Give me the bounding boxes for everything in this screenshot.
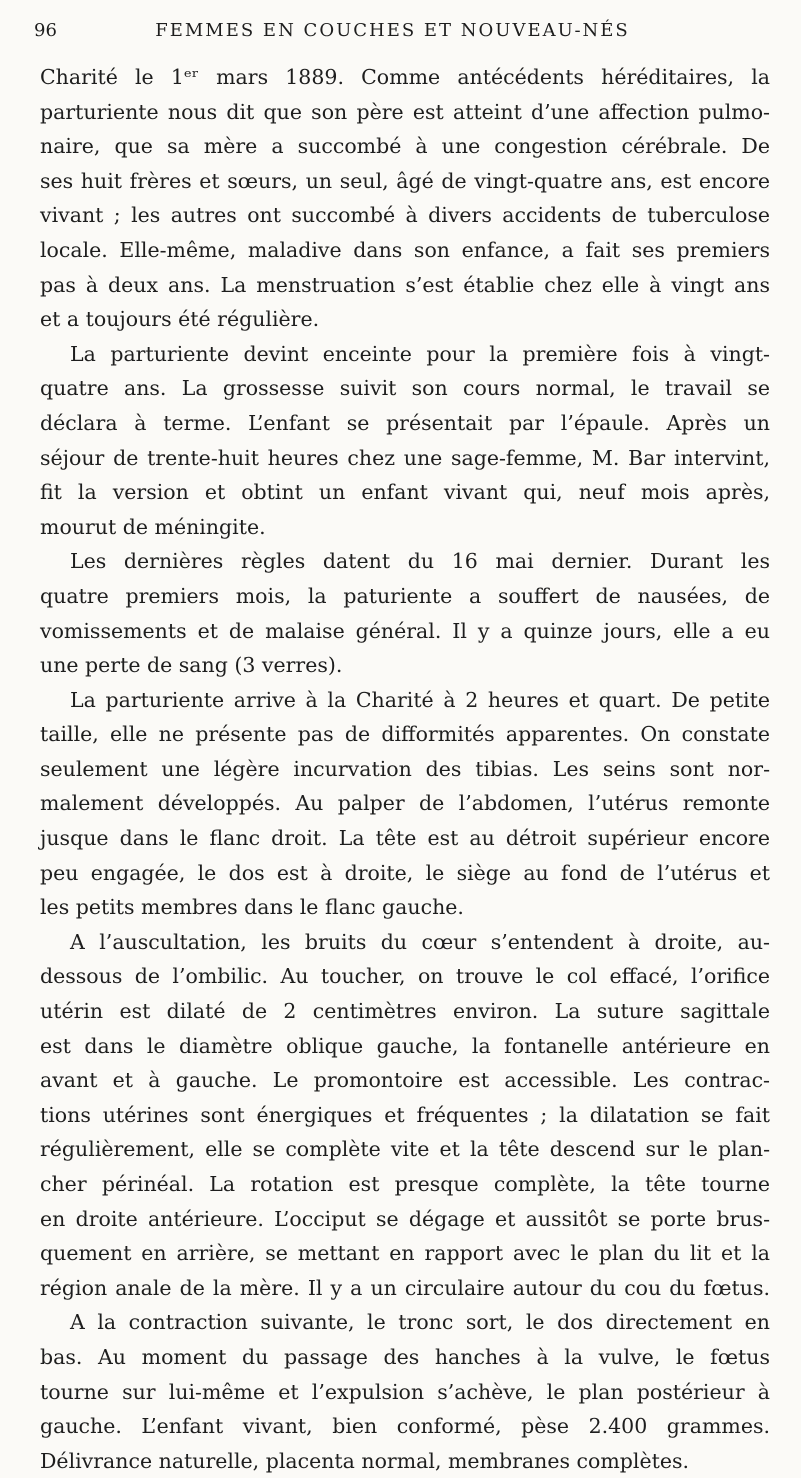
text-line: seulement une légère incurvation des tibias. Les seins sont nor-	[40, 756, 770, 781]
text-line: cher périnéal. La rotation est presque complète, la tête tourne	[40, 1172, 770, 1196]
text-line: Les dernières règles datent du 16 mai dernier. Durant les	[70, 549, 770, 574]
text-line: Charité le 1ᵉʳ mars 1889. Comme antécédents héréditaires, la	[40, 65, 770, 89]
text-line: utérin est dilaté de 2 centimètres environ. La suture sagittale	[40, 999, 770, 1024]
text-line: tourne sur lui-même et l’expulsion s’achève, le plan postérieur à	[40, 1379, 770, 1404]
text-line: Délivrance naturelle, placenta normal, membranes complètes.	[40, 1448, 689, 1473]
text-line: déclara à terme. L’enfant se présentait par l’épaule. Après un	[40, 410, 770, 435]
text-line: quatre ans. La grossesse suivit son cours normal, le travail se	[40, 376, 770, 401]
text-line: en droite antérieure. L’occiput se dégage et aussitôt se porte brus-	[40, 1206, 770, 1231]
body-text	[40, 60, 770, 1478]
text-line: taille, elle ne présente pas de difformités apparentes. On constate	[40, 722, 770, 747]
text-line: gauche. L’enfant vivant, bien conformé, pèse 2.400 grammes.	[40, 1414, 770, 1439]
text-line: jusque dans le flanc droit. La tête est au détroit supérieur encore	[40, 826, 770, 851]
text-line: quatre premiers mois, la paturiente a souffert de nausées, de	[40, 583, 770, 608]
page-number: 96	[34, 20, 57, 41]
text-line: régulièrement, elle se complète vite et la tête descend sur le plan-	[40, 1137, 770, 1162]
text-line: une perte de sang (3 verres).	[40, 653, 343, 678]
text-line: dessous de l’ombilic. Au toucher, on trouve le col effacé, l’orifice	[40, 964, 770, 989]
text-line: ses huit frères et sœurs, un seul, âgé de vingt-quatre ans, est encore	[40, 168, 770, 193]
text-line: vivant ; les autres ont succombé à divers accidents de tuberculose	[40, 203, 770, 228]
text-line: locale. Elle-même, maladive dans son enfance, a fait ses premiers	[40, 237, 770, 262]
text-line: La parturiente arrive à la Charité à 2 heures et quart. De petite	[70, 687, 770, 712]
text-line: tions utérines sont énergiques et fréquentes ; la dilatation se fait	[40, 1102, 770, 1127]
text-line: les petits membres dans le flanc gauche.	[40, 895, 464, 920]
running-title: FEMMES EN COUCHES ET NOUVEAU-NÉS	[155, 20, 630, 41]
text-line: pas à deux ans. La menstruation s’est établie chez elle à vingt ans	[40, 272, 770, 297]
text-line: est dans le diamètre oblique gauche, la fontanelle antérieure en	[40, 1033, 770, 1058]
text-line: A la contraction suivante, le tronc sort, le dos directement en	[70, 1310, 770, 1335]
text-line: quement en arrière, se mettant en rapport avec le plan du lit et la	[40, 1241, 770, 1266]
page-header	[34, 20, 771, 46]
text-line: malement développés. Au palper de l’abdomen, l’utérus remonte	[40, 791, 770, 816]
text-line: mourut de méningite.	[40, 514, 266, 539]
text-line: parturiente nous dit que son père est atteint d’une affection pulmo-	[40, 99, 770, 124]
text-line: vomissements et de malaise général. Il y a quinze jours, elle a eu	[40, 618, 770, 643]
text-line: et a toujours été régulière.	[40, 307, 320, 332]
text-line: naire, que sa mère a succombé à une congestion cérébrale. De	[40, 134, 770, 159]
text-line: peu engagée, le dos est à droite, le siège au fond de l’utérus et	[40, 860, 770, 885]
text-line: séjour de trente-huit heures chez une sage-femme, M. Bar intervint,	[40, 445, 770, 470]
text-line: A l’auscultation, les bruits du cœur s’entendent à droite, au-	[70, 929, 770, 954]
text-line: avant et à gauche. Le promontoire est accessible. Les contrac-	[40, 1068, 770, 1093]
text-line: bas. Au moment du passage des hanches à la vulve, le fœtus	[40, 1344, 770, 1369]
text-line: fit la version et obtint un enfant vivant qui, neuf mois après,	[40, 480, 770, 505]
text-line: région anale de la mère. Il y a un circulaire autour du cou du fœtus.	[40, 1275, 770, 1300]
text-line: La parturiente devint enceinte pour la première fois à vingt-	[70, 341, 770, 366]
